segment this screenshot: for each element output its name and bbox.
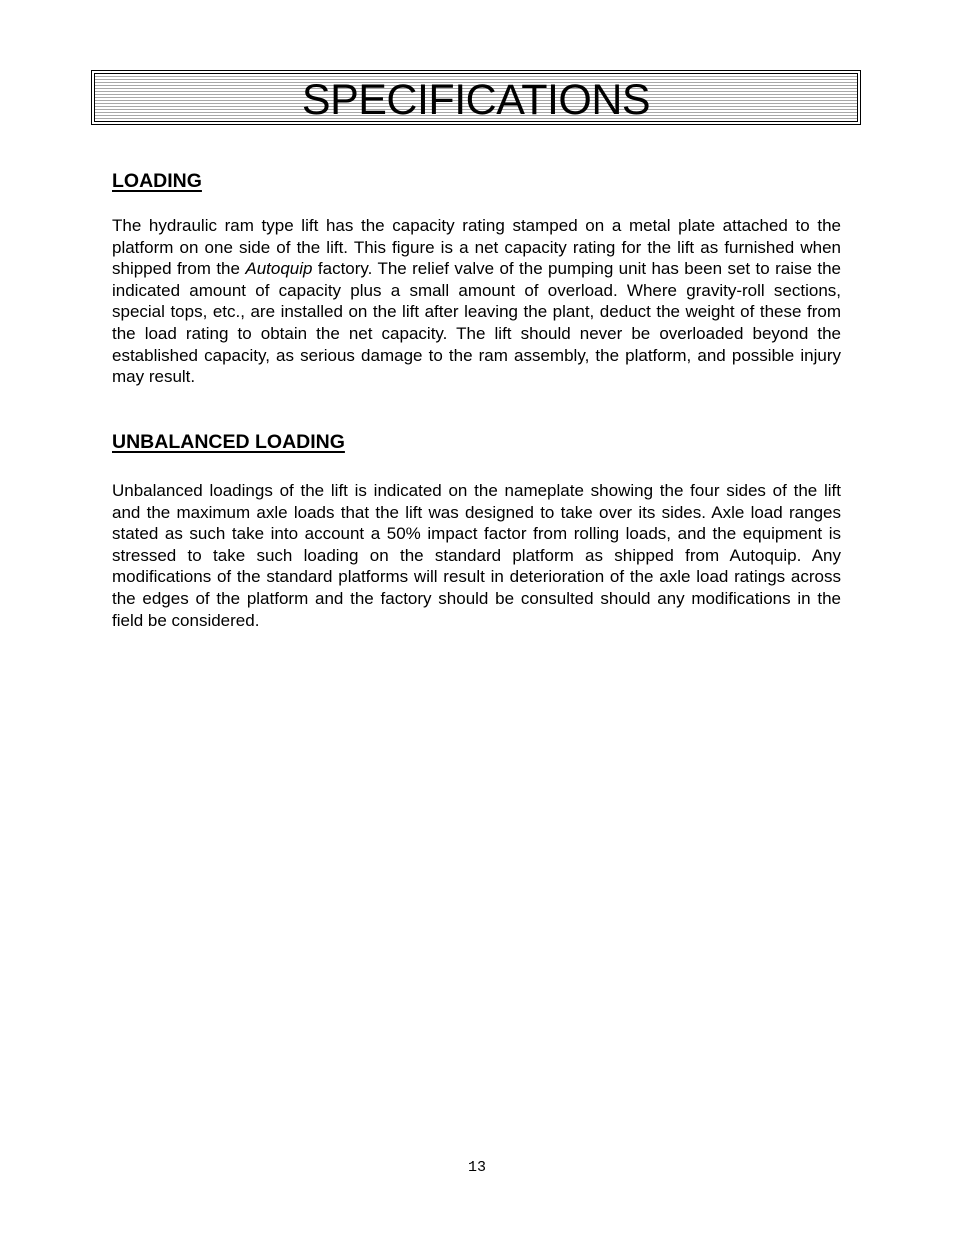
title-banner [91,70,861,125]
section-body-unbalanced-loading: Unbalanced loadings of the lift is indicated on the nameplate showing the four sides of the lift and the maximum axle loads that the lift was designed to take over its sides. Axle load ranges stated as such take into account a 50% impact factor from rolling loads, and the equipment is stressed to take such loading on the standard platform as shipped from Autoquip. Any modifications of the standard platforms will result in deterioration of the axle load ratings across the edges of the platform and the factory should be consulted should any modifications in the field be considered. [112,481,841,630]
section-body-loading [112,215,841,388]
body-text: factory. The relief valve of the pumping unit has been set to raise the indicated amount of capacity plus a small amount of overload. Where gravity-roll sections, special tops, etc., are installed on the lift after leaving the plant, deduct the weight of these from the load rating to obtain the net capacity. The lift should never be overloaded beyond the established capacity, as serious damage to the ram assembly, the platform, and possible injury may result. [112,259,841,387]
body-text: The hydraulic ram type lift has the capacity rating stamped on a metal plate attached to the platform on one side of the lift. This figure is a net capacity rating for the lift as furnished when shipped from the [112,216,841,279]
section-heading-loading: LOADING [112,170,202,192]
page-number: 13 [467,1159,486,1176]
brand-name-italic: Autoquip [245,259,313,279]
section-heading-unbalanced-loading: UNBALANCED LOADING [112,431,345,453]
page-title: SPECIFICATIONS [301,76,651,124]
